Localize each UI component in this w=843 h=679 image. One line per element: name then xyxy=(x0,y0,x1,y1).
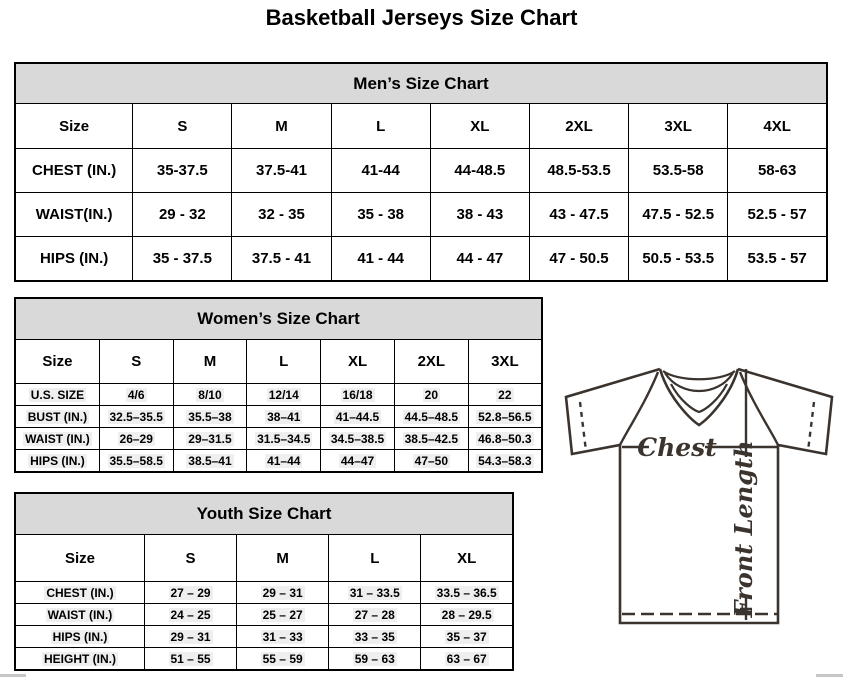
column-header: L xyxy=(331,104,430,149)
table-cell: 38.5–41 xyxy=(173,450,247,473)
table-cell: 32.5–35.5 xyxy=(99,406,173,428)
table-cell: 8/10 xyxy=(173,384,247,406)
column-header: 2XL xyxy=(394,340,468,384)
table-cell: 44 - 47 xyxy=(430,237,529,282)
table-cell: 44.5–48.5 xyxy=(394,406,468,428)
table-cell: 37.5-41 xyxy=(232,149,331,193)
mens-size-table xyxy=(14,62,828,282)
column-header: L xyxy=(329,535,421,582)
table-cell: 29 – 31 xyxy=(237,582,329,604)
table-cell: 52.5 - 57 xyxy=(728,193,827,237)
row-label: HIPS (IN.) xyxy=(15,237,133,282)
table-cell: 53.5 - 57 xyxy=(728,237,827,282)
table-cell: 25 – 27 xyxy=(237,604,329,626)
row-label: U.S. SIZE xyxy=(15,384,99,406)
mens-table-title: Men’s Size Chart xyxy=(15,63,827,104)
table-cell: 31.5–34.5 xyxy=(247,428,321,450)
table-cell: 41–44.5 xyxy=(321,406,395,428)
table-cell: 16/18 xyxy=(321,384,395,406)
column-header-row xyxy=(15,104,827,149)
table-cell: 50.5 - 53.5 xyxy=(629,237,728,282)
row-label: CHEST (IN.) xyxy=(15,149,133,193)
table-cell: 47–50 xyxy=(394,450,468,473)
table-cell: 4/6 xyxy=(99,384,173,406)
table-cell: 29 - 32 xyxy=(133,193,232,237)
column-header: S xyxy=(99,340,173,384)
table-row xyxy=(15,428,542,450)
table-cell: 35.5–58.5 xyxy=(99,450,173,473)
column-header: S xyxy=(133,104,232,149)
column-header: 3XL xyxy=(468,340,542,384)
column-header: M xyxy=(173,340,247,384)
table-title-row xyxy=(15,63,827,104)
front-length-label: Front Length xyxy=(729,440,758,618)
column-header: XL xyxy=(321,340,395,384)
table-cell: 31 – 33 xyxy=(237,626,329,648)
table-cell: 51 – 55 xyxy=(144,648,236,671)
jersey-collar-back-arc xyxy=(663,371,735,379)
column-header: M xyxy=(232,104,331,149)
table-row xyxy=(15,193,827,237)
column-header: Size xyxy=(15,104,133,149)
table-row xyxy=(15,604,513,626)
youth-table-title: Youth Size Chart xyxy=(15,493,513,535)
table-cell: 48.5-53.5 xyxy=(529,149,628,193)
table-cell: 46.8–50.3 xyxy=(468,428,542,450)
jersey-outline xyxy=(566,369,832,623)
row-label: CHEST (IN.) xyxy=(15,582,144,604)
table-cell: 33.5 – 36.5 xyxy=(421,582,513,604)
table-cell: 28 – 29.5 xyxy=(421,604,513,626)
table-cell: 53.5-58 xyxy=(629,149,728,193)
table-cell: 31 – 33.5 xyxy=(329,582,421,604)
row-label: WAIST (IN.) xyxy=(15,604,144,626)
table-row xyxy=(15,406,542,428)
column-header: 2XL xyxy=(529,104,628,149)
table-cell: 47 - 50.5 xyxy=(529,237,628,282)
table-cell: 26–29 xyxy=(99,428,173,450)
womens-table-title: Women’s Size Chart xyxy=(15,298,542,340)
jersey-collar-outer xyxy=(660,369,738,425)
row-label: HIPS (IN.) xyxy=(15,626,144,648)
table-cell: 58-63 xyxy=(728,149,827,193)
table-cell: 32 - 35 xyxy=(232,193,331,237)
scrollbar-fragment-right xyxy=(816,674,843,677)
column-header: XL xyxy=(430,104,529,149)
table-cell: 29–31.5 xyxy=(173,428,247,450)
table-title-row xyxy=(15,493,513,535)
table-title-row xyxy=(15,298,542,340)
jersey-collar-inner-v xyxy=(671,384,727,412)
row-label: WAIST (IN.) xyxy=(15,428,99,450)
column-header: Size xyxy=(15,535,144,582)
table-row xyxy=(15,648,513,671)
row-label: WAIST(IN.) xyxy=(15,193,133,237)
row-label: BUST (IN.) xyxy=(15,406,99,428)
row-label: HEIGHT (IN.) xyxy=(15,648,144,671)
column-header-row xyxy=(15,340,542,384)
womens-size-table xyxy=(14,297,543,473)
column-header: S xyxy=(144,535,236,582)
table-row xyxy=(15,450,542,473)
table-row xyxy=(15,384,542,406)
page-title: Basketball Jerseys Size Chart xyxy=(265,5,578,30)
table-cell: 27 – 28 xyxy=(329,604,421,626)
table-cell: 35 - 37.5 xyxy=(133,237,232,282)
table-row xyxy=(15,626,513,648)
column-header: M xyxy=(237,535,329,582)
youth-size-table xyxy=(14,492,514,671)
table-cell: 41-44 xyxy=(331,149,430,193)
chest-label: Chest xyxy=(637,433,717,462)
table-cell: 35-37.5 xyxy=(133,149,232,193)
jersey-measurement-diagram xyxy=(556,357,838,669)
jersey-left-cuff-dashes xyxy=(580,402,586,451)
table-row xyxy=(15,237,827,282)
table-cell: 22 xyxy=(468,384,542,406)
column-header: Size xyxy=(15,340,99,384)
table-cell: 47.5 - 52.5 xyxy=(629,193,728,237)
table-cell: 41–44 xyxy=(247,450,321,473)
table-cell: 38 - 43 xyxy=(430,193,529,237)
table-cell: 29 – 31 xyxy=(144,626,236,648)
table-cell: 38–41 xyxy=(247,406,321,428)
table-cell: 44-48.5 xyxy=(430,149,529,193)
column-header: 4XL xyxy=(728,104,827,149)
table-cell: 63 – 67 xyxy=(421,648,513,671)
column-header: XL xyxy=(421,535,513,582)
table-cell: 37.5 - 41 xyxy=(232,237,331,282)
table-cell: 33 – 35 xyxy=(329,626,421,648)
table-cell: 20 xyxy=(394,384,468,406)
table-cell: 24 – 25 xyxy=(144,604,236,626)
table-row xyxy=(15,582,513,604)
table-cell: 38.5–42.5 xyxy=(394,428,468,450)
table-cell: 35 - 38 xyxy=(331,193,430,237)
table-cell: 27 – 29 xyxy=(144,582,236,604)
table-cell: 34.5–38.5 xyxy=(321,428,395,450)
table-cell: 43 - 47.5 xyxy=(529,193,628,237)
column-header: L xyxy=(247,340,321,384)
table-cell: 59 – 63 xyxy=(329,648,421,671)
table-row xyxy=(15,149,827,193)
table-cell: 35 – 37 xyxy=(421,626,513,648)
scrollbar-fragment-left xyxy=(0,674,26,677)
column-header: 3XL xyxy=(629,104,728,149)
table-cell: 44–47 xyxy=(321,450,395,473)
table-cell: 52.8–56.5 xyxy=(468,406,542,428)
table-cell: 54.3–58.3 xyxy=(468,450,542,473)
table-cell: 12/14 xyxy=(247,384,321,406)
table-cell: 35.5–38 xyxy=(173,406,247,428)
table-cell: 41 - 44 xyxy=(331,237,430,282)
jersey-right-cuff-dashes xyxy=(808,402,814,451)
column-header-row xyxy=(15,535,513,582)
table-cell: 55 – 59 xyxy=(237,648,329,671)
row-label: HIPS (IN.) xyxy=(15,450,99,473)
